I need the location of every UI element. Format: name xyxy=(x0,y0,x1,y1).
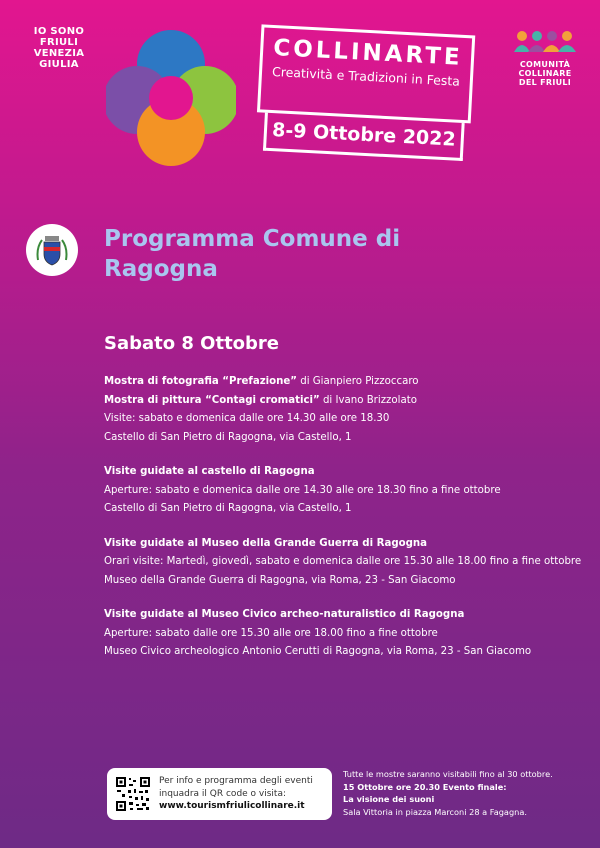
final-event-location: Sala Vittoria in piazza Marconi 28 a Fagagna. xyxy=(343,806,527,817)
event-item xyxy=(104,606,574,662)
event-title-rest: di Ivano Brizzolato xyxy=(319,394,417,406)
event-location: Museo Civico archeologico Antonio Cerutti di Ragogna, via Roma, 23 - San Giacomo xyxy=(104,646,532,657)
comunita-line: COLLINARE xyxy=(518,69,572,78)
hills-icon xyxy=(514,30,576,52)
page-title-line: Programma Comune di xyxy=(104,226,401,252)
day-title: Sabato 8 Ottobre xyxy=(104,333,280,354)
event-title-rest: di Gianpiero Pizzoccaro xyxy=(297,376,419,387)
event-hours: Orari visite: Martedì, giovedì, sabato e domenica dalle ore 15.30 alle 18.00 fino a fine ottobre xyxy=(104,556,582,567)
event-location: Castello di San Pietro di Ragogna, via Castello, 1 xyxy=(104,431,352,443)
footer-note xyxy=(343,768,593,818)
coat-of-arms-icon xyxy=(32,230,72,270)
qr-info-line: inquadra il QR code o visita: xyxy=(159,788,287,799)
collinarte-flower-logo xyxy=(106,30,236,166)
event-title: Visite guidate al castello di Ragogna xyxy=(104,466,315,477)
fvg-brand-line: IO SONO xyxy=(33,26,85,37)
event-title-bold: Mostra di fotografia “Prefazione” xyxy=(104,376,297,387)
stamp-date: 8-9 Ottobre 2022 xyxy=(263,113,465,161)
fvg-brand-line: VENEZIA xyxy=(33,48,85,59)
event-hours: Visite: sabato e domenica dalle ore 14.30 alle ore 18.30 xyxy=(104,413,390,424)
event-item xyxy=(104,535,582,591)
comunita-line: COMUNITÀ xyxy=(519,60,571,69)
final-event-name: La visione dei suoni xyxy=(343,794,435,804)
stamp-box xyxy=(257,24,475,123)
qr-info-line: Per info e programma degli eventi xyxy=(159,776,313,786)
event-hours: Aperture: sabato dalle ore 15.30 alle ore 18.00 fino a fine ottobre xyxy=(104,627,438,639)
qr-info-box[interactable] xyxy=(107,768,332,820)
event-title: Visite guidate al Museo della Grande Guerra di Ragogna xyxy=(104,537,428,549)
comunita-collinare-logo xyxy=(512,30,578,87)
italian-flag-stripe xyxy=(30,73,88,76)
comunita-line: DEL FRIULI xyxy=(518,78,572,87)
page-title-line: Ragogna xyxy=(104,256,218,282)
event-title: Visite guidate al Museo Civico archeo-naturalistico di Ragogna xyxy=(104,609,465,620)
stamp-subtitle: Creatività e Tradizioni in Festa xyxy=(271,63,461,89)
fvg-brand-line: FRIULI xyxy=(39,37,79,48)
events-list xyxy=(104,373,582,678)
ragogna-coat-of-arms xyxy=(26,224,78,276)
event-item xyxy=(104,463,574,519)
stamp-title: COLLINARTE xyxy=(272,34,464,71)
event-title-bold: Mostra di pittura “Contagi cromatici” xyxy=(104,394,320,406)
fvg-brand-logo xyxy=(28,26,90,76)
event-hours: Aperture: sabato e domenica dalle ore 14.30 alle ore 18.30 fino a fine ottobre xyxy=(104,484,501,496)
event-location: Castello di San Pietro di Ragogna, via Castello, 1 xyxy=(104,503,352,514)
qr-code-icon[interactable] xyxy=(115,776,151,812)
fvg-brand-line: GIULIA xyxy=(39,59,79,70)
page-title xyxy=(104,224,484,284)
event-item xyxy=(104,373,574,447)
footer-note-line: Tutte le mostre saranno visitabili fino al 30 ottobre. xyxy=(343,769,553,779)
final-event-title: 15 Ottobre ore 20.30 Evento finale: xyxy=(343,781,507,792)
website-link[interactable]: www.tourismfriulicollinare.it xyxy=(159,801,305,811)
collinarte-stamp xyxy=(255,24,482,165)
event-location: Museo della Grande Guerra di Ragogna, via Roma, 23 - San Giacomo xyxy=(104,574,456,586)
